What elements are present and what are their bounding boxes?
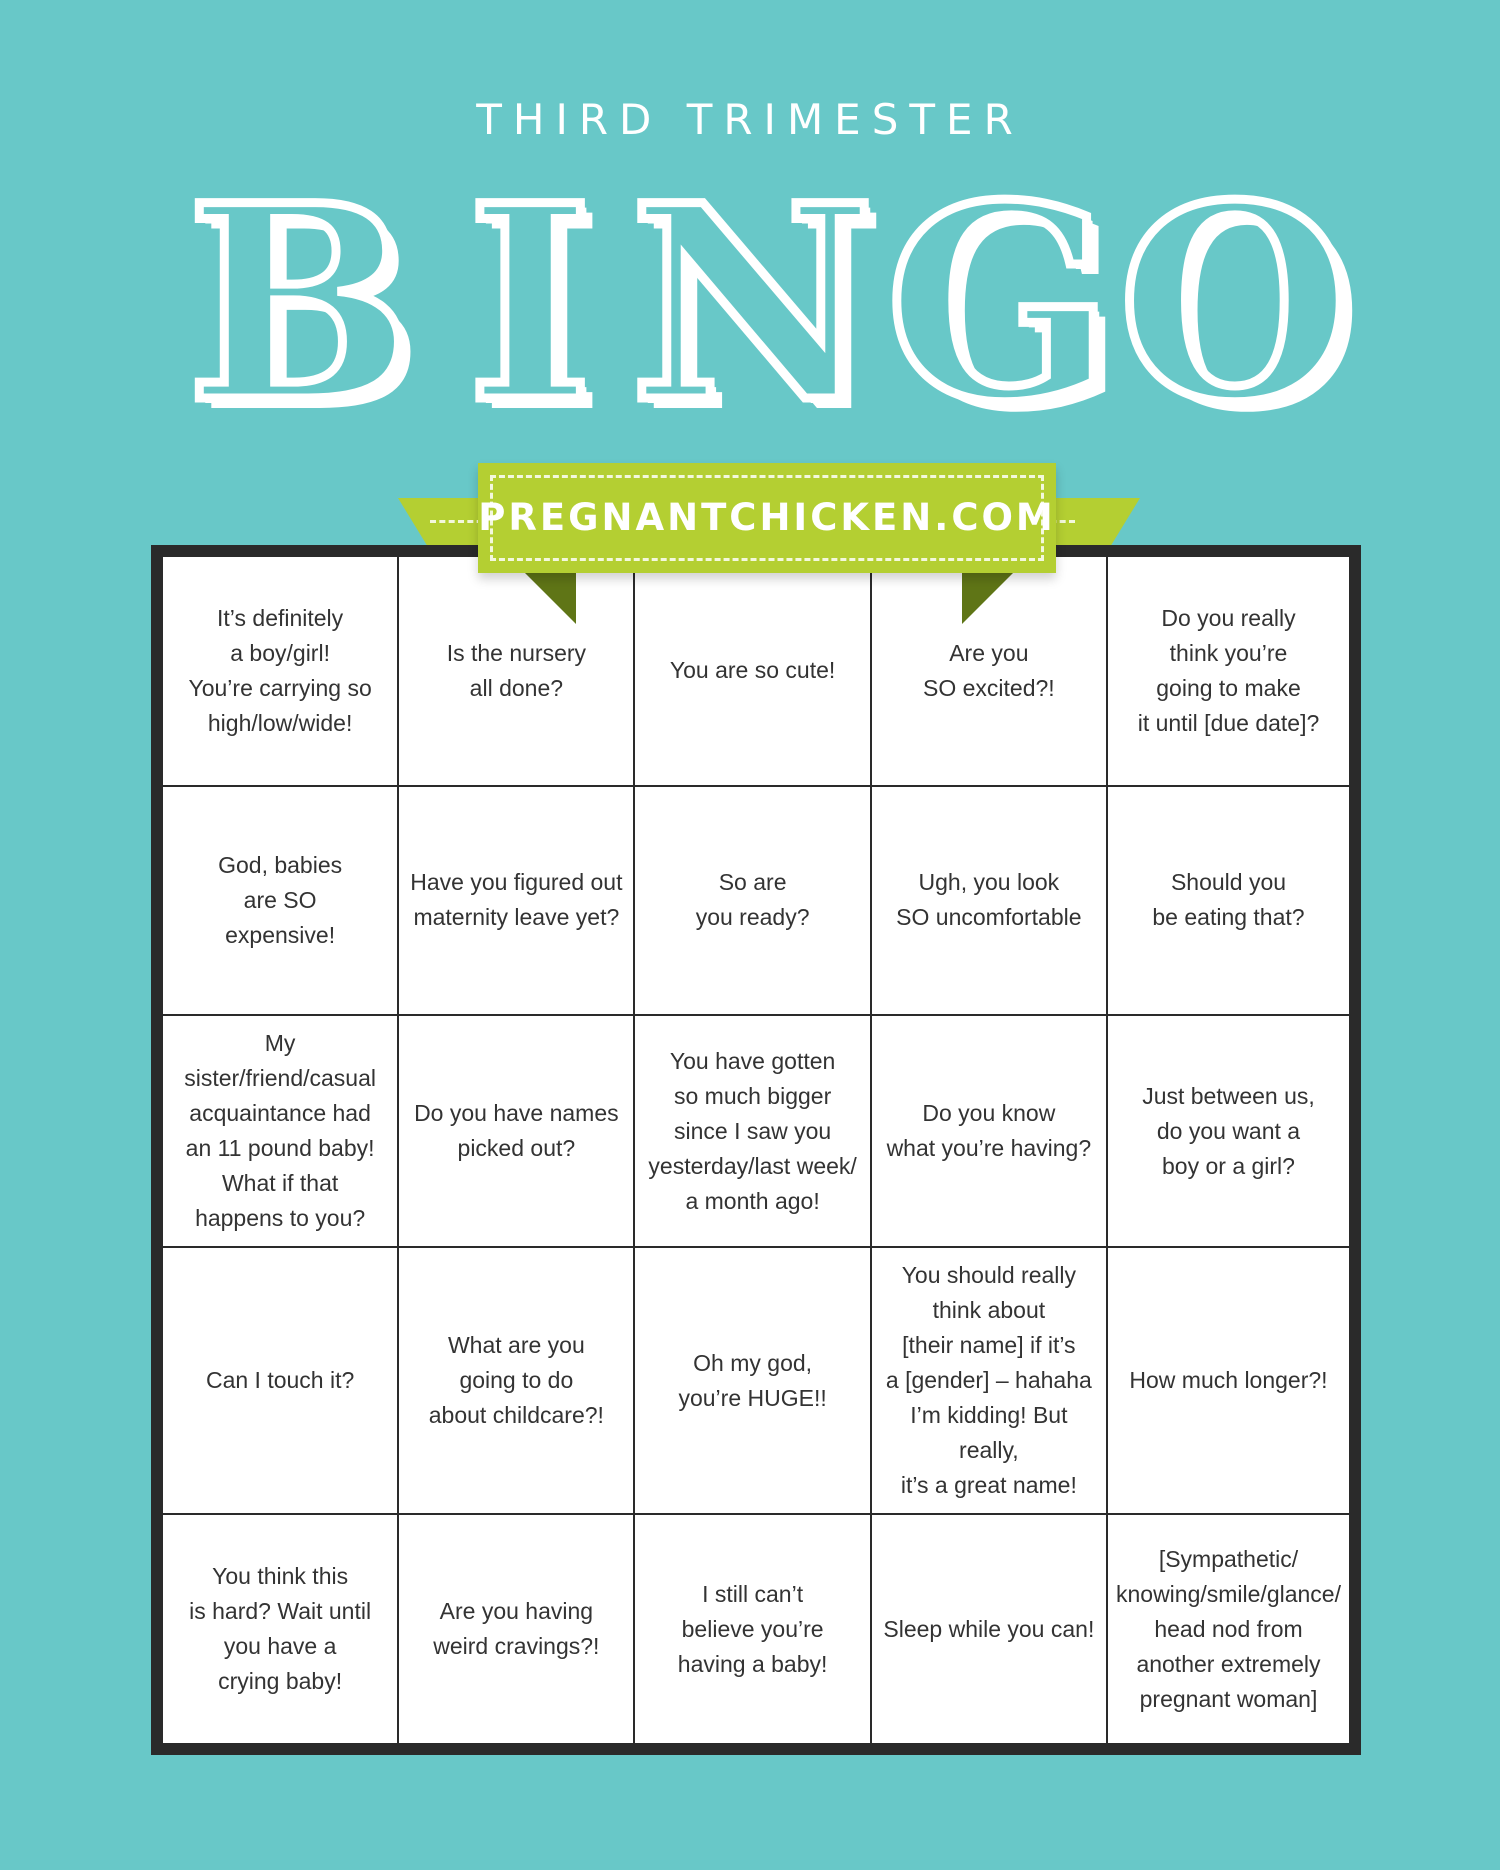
bingo-cell: Should you be eating that?	[1108, 787, 1349, 1015]
bingo-cell: Do you have names picked out?	[399, 1016, 633, 1246]
bingo-title	[0, 147, 1500, 462]
site-url: PREGNANTCHICKEN.COM	[478, 496, 1056, 539]
bingo-cell: You are so cute!	[635, 557, 869, 785]
bingo-cell: Do you really think you’re going to make it until [due date]?	[1108, 557, 1349, 785]
banner-fold-left	[520, 568, 576, 624]
bingo-cell: Are you SO excited?!	[872, 557, 1106, 785]
bingo-cell: God, babies are SO expensive!	[163, 787, 397, 1015]
bingo-cell: Are you having weird cravings?!	[399, 1515, 633, 1743]
bingo-letter-n: N	[630, 147, 875, 462]
bingo-cell: [Sympathetic/ knowing/smile/glance/ head nod from another extremely pregnant woman]	[1108, 1515, 1349, 1743]
bingo-grid	[163, 557, 1349, 1743]
bingo-letter-i: I	[467, 147, 593, 462]
bingo-cell: Have you figured out maternity leave yet?	[399, 787, 633, 1015]
bingo-cell: Can I touch it?	[163, 1248, 397, 1513]
bingo-letter-g: G	[885, 147, 1115, 462]
bingo-cell: You should really think about [their name] if it’s a [gender] – hahaha I’m kidding! But really, it’s a great name!	[872, 1248, 1106, 1513]
bingo-cell: Just between us, do you want a boy or a girl?	[1108, 1016, 1349, 1246]
bingo-cell: My sister/friend/casual acquaintance had an 11 pound baby! What if that happens to you?	[163, 1016, 397, 1246]
site-banner	[478, 463, 1056, 573]
bingo-cell: How much longer?!	[1108, 1248, 1349, 1513]
bingo-letter-b: B	[186, 147, 414, 462]
bingo-cell: It’s definitely a boy/girl! You’re carrying so high/low/wide!	[163, 557, 397, 785]
bingo-cell: Do you know what you’re having?	[872, 1016, 1106, 1246]
bingo-cell: You think this is hard? Wait until you have a crying baby!	[163, 1515, 397, 1743]
bingo-cell: Is the nursery all done?	[399, 557, 633, 785]
bingo-letter-o: O	[1118, 147, 1352, 462]
bingo-cell: Oh my god, you’re HUGE!!	[635, 1248, 869, 1513]
bingo-cell: Ugh, you look SO uncomfortable	[872, 787, 1106, 1015]
bingo-cell: So are you ready?	[635, 787, 869, 1015]
banner-fold-right	[962, 568, 1018, 624]
bingo-cell: What are you going to do about childcare?!	[399, 1248, 633, 1513]
bingo-cell: I still can’t believe you’re having a baby!	[635, 1515, 869, 1743]
page-subtitle: THIRD TRIMESTER	[476, 95, 1024, 144]
bingo-cell: Sleep while you can!	[872, 1515, 1106, 1743]
bingo-cell: You have gotten so much bigger since I saw you yesterday/last week/ a month ago!	[635, 1016, 869, 1246]
bingo-board	[151, 545, 1361, 1755]
